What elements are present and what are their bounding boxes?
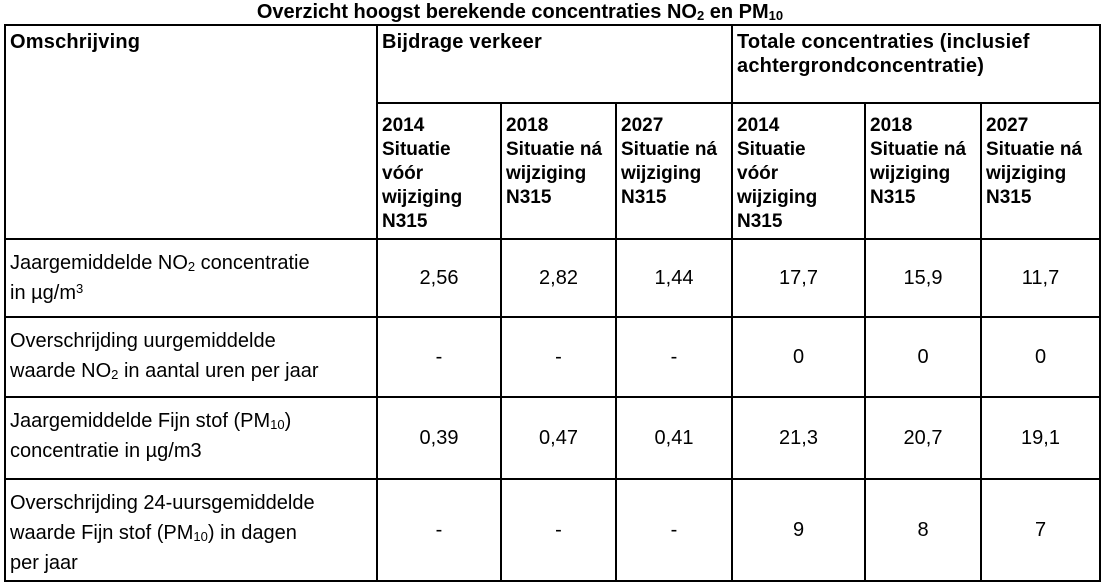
table-cell: 0,41: [616, 397, 732, 479]
title-text-pre: Overzicht hoogst berekende concentraties NO: [256, 1, 697, 23]
subheader-col-5: 2018 Situatie ná wijziging N315: [865, 103, 981, 239]
title-sub-10: 10: [768, 8, 784, 23]
row-description: Jaargemiddelde $NO_2$ concentratie in $\mu g/m^3$: [5, 239, 377, 317]
table-cell: 2,82: [501, 239, 616, 317]
table-cell: -: [377, 317, 501, 397]
table-cell: 0,39: [377, 397, 501, 479]
header-row-1: [5, 25, 1100, 103]
row-description: Jaargemiddelde Fijn stof $(PM_{10})$ concentratie in µg/m3: [5, 397, 377, 479]
row-description: Overschrijding 24-uursgemiddelde waarde Fijn stof $(PM_{10})$ in dagen per jaar: [5, 479, 377, 581]
row-description: Overschrijding uurgemiddelde waarde $NO_2$ in aantal uren per jaar: [5, 317, 377, 397]
table-cell: 7: [981, 479, 1100, 581]
table-cell: 0: [732, 317, 865, 397]
header-totale-concentraties: Totale concentraties (inclusief achtergrondconcentratie): [732, 25, 1100, 103]
subheader-col-2: 2018 Situatie ná wijziging N315: [501, 103, 616, 239]
subheader-col-6: 2027 Situatie ná wijziging N315: [981, 103, 1100, 239]
table-title: [0, 0, 1040, 24]
table-cell: -: [616, 479, 732, 581]
table-cell: 1,44: [616, 239, 732, 317]
table-cell: -: [616, 317, 732, 397]
table-cell: 9: [732, 479, 865, 581]
table-cell: 8: [865, 479, 981, 581]
header-bijdrage-verkeer: Bijdrage verkeer: [377, 25, 732, 103]
title-sub-2: 2: [696, 8, 705, 23]
table-cell: 11,7: [981, 239, 1100, 317]
subheader-col-3: 2027 Situatie ná wijziging N315: [616, 103, 732, 239]
table-cell: 2,56: [377, 239, 501, 317]
table-cell: -: [377, 479, 501, 581]
table-cell: 21,3: [732, 397, 865, 479]
table-cell: 0: [865, 317, 981, 397]
subheader-col-1: 2014 Situatie vóór wijziging N315: [377, 103, 501, 239]
table-cell: 20,7: [865, 397, 981, 479]
concentrations-table: [4, 24, 1101, 582]
table-cell: 15,9: [865, 239, 981, 317]
table-cell: -: [501, 317, 616, 397]
table-row: [5, 397, 1100, 479]
table-row: [5, 239, 1100, 317]
table-cell: 0: [981, 317, 1100, 397]
table-cell: 19,1: [981, 397, 1100, 479]
table-cell: 0,47: [501, 397, 616, 479]
header-omschrijving: Omschrijving: [5, 25, 377, 239]
table-row: [5, 317, 1100, 397]
table-row: [5, 479, 1100, 581]
table-cell: -: [501, 479, 616, 581]
subheader-col-4: 2014 Situatie vóór wijziging N315: [732, 103, 865, 239]
title-text-mid: en PM: [704, 1, 769, 23]
table-cell: 17,7: [732, 239, 865, 317]
